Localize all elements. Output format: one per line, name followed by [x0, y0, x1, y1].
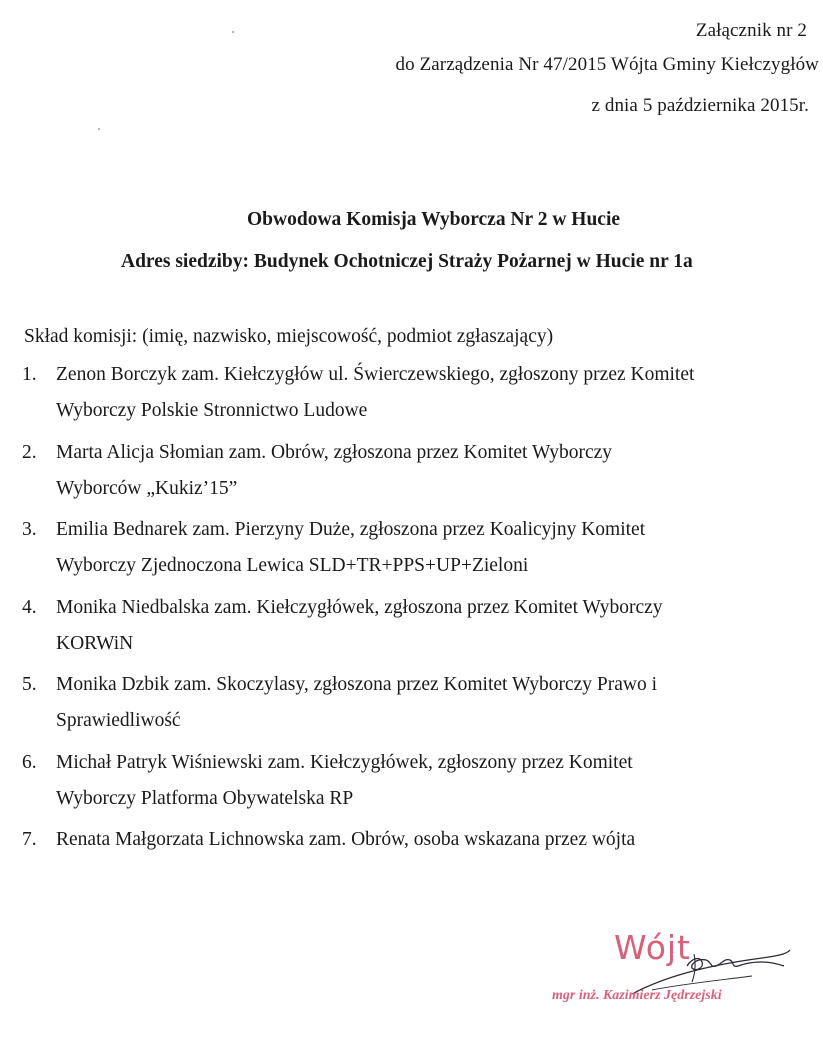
list-item	[0, 829, 823, 907]
member-details: Monika Niedbalska zam. Kiełczygłówek, zgłoszona przez Komitet Wyborczy	[56, 596, 663, 618]
item-number: 3.	[22, 519, 37, 540]
scan-speck	[98, 128, 100, 130]
signature-block	[552, 928, 812, 1028]
member-details: Emilia Bednarek zam. Pierzyny Duże, zgłoszona przez Koalicyjny Komitet	[56, 519, 646, 540]
member-list	[0, 364, 823, 907]
member-details: Renata Małgorzata Lichnowska zam. Obrów, osoba wskazana przez wójta	[56, 829, 636, 850]
composition-intro: Skład komisji: (imię, nazwisko, miejscowość, podmiot zgłaszający)	[24, 326, 554, 347]
item-number: 4.	[22, 596, 37, 618]
member-committee: Wyborczy Platforma Obywatelska RP	[56, 787, 354, 809]
ordinance-reference: do Zarządzenia Nr 47/2015 Wójta Gminy Kiełczygłów	[395, 54, 819, 75]
list-item	[0, 519, 823, 597]
member-committee: KORWiN	[56, 632, 134, 654]
item-number: 2.	[22, 441, 37, 463]
member-committee: Wyborczy Zjednoczona Lewica SLD+TR+PPS+UP+Zieloni	[56, 555, 529, 576]
attachment-label: Załącznik nr 2	[695, 20, 807, 41]
member-details: Michał Patryk Wiśniewski zam. Kiełczygłówek, zgłoszony przez Komitet	[56, 751, 633, 773]
item-number: 7.	[22, 829, 37, 850]
stamp-official-name: mgr inż. Kazimierz Jędrzejski	[552, 988, 722, 1003]
item-number: 5.	[22, 674, 37, 695]
member-details: Monika Dzbik zam. Skoczylasy, zgłoszona przez Komitet Wyborczy Prawo i	[56, 674, 657, 695]
list-item	[0, 674, 823, 752]
ordinance-date: z dnia 5 października 2015r.	[591, 95, 809, 116]
list-item	[0, 752, 823, 830]
scan-speck	[232, 31, 234, 33]
stamp-title: Wójt	[614, 928, 691, 967]
member-committee: Wyborców „Kukiz’15”	[56, 477, 238, 499]
commission-address: Adres siedziby: Budynek Ochotniczej Straży Pożarnej w Hucie nr 1a	[121, 251, 693, 272]
list-item	[0, 442, 823, 520]
member-details: Marta Alicja Słomian zam. Obrów, zgłoszona przez Komitet Wyborczy	[56, 441, 613, 463]
item-number: 6.	[22, 751, 37, 773]
commission-title: Obwodowa Komisja Wyborcza Nr 2 w Hucie	[247, 209, 621, 230]
member-committee: Wyborczy Polskie Stronnictwo Ludowe	[56, 400, 368, 421]
member-committee: Sprawiedliwość	[56, 710, 181, 731]
member-details: Zenon Borczyk zam. Kiełczygłów ul. Świerczewskiego, zgłoszony przez Komitet	[56, 364, 695, 385]
list-item	[0, 364, 823, 442]
item-number: 1.	[22, 364, 37, 385]
list-item	[0, 597, 823, 675]
